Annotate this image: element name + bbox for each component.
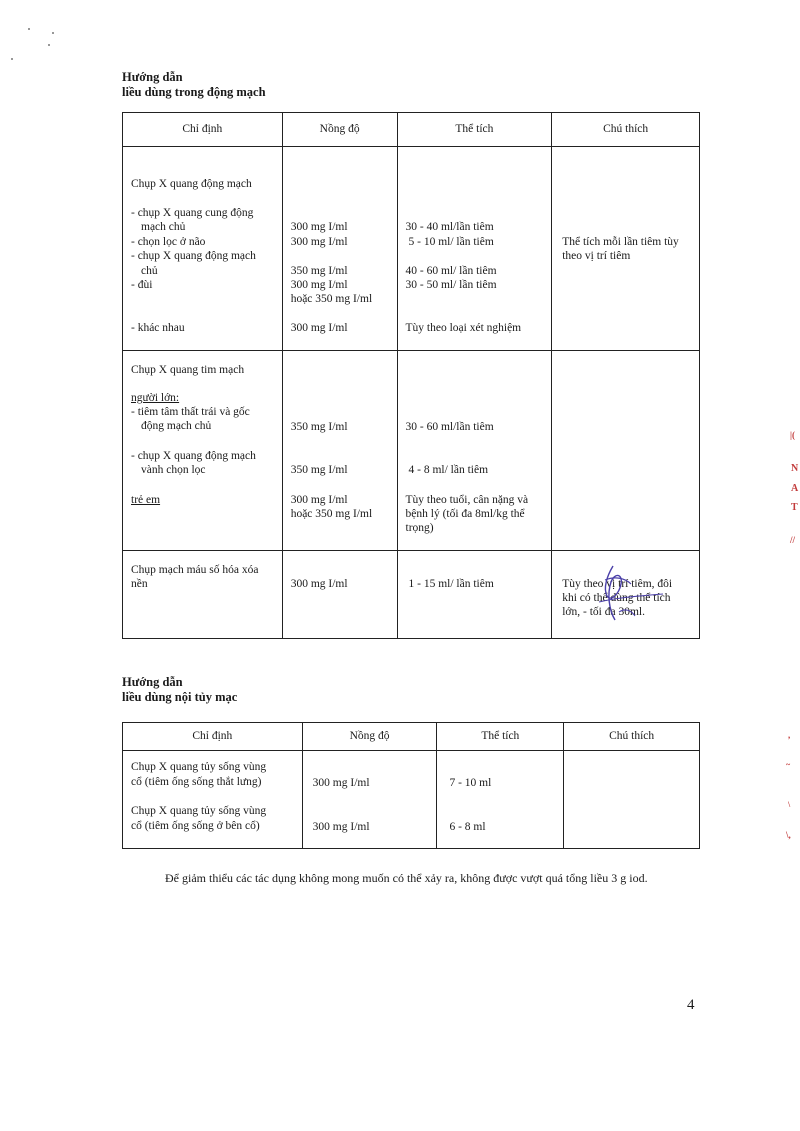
note-line: lớn, - tối đa 30ml.: [562, 606, 645, 618]
volume-line: trọng): [405, 522, 434, 534]
section-1-title-line1: Hướng dẫn: [122, 70, 183, 84]
indication-line: Chụp X quang tim mạch: [131, 364, 245, 376]
edge-stamp-fragment: ,: [788, 730, 791, 740]
concentration-line: 350 mg I/ml: [290, 464, 348, 476]
table-row: [123, 751, 700, 849]
indication-line: cổ (tiêm ống sống thắt lưng): [131, 776, 262, 788]
scan-speck: [28, 28, 30, 30]
volume-line: 40 - 60 ml/ lần tiêm: [405, 265, 497, 277]
volume-line: 5 - 10 ml/ lần tiêm: [408, 236, 494, 248]
edge-stamp-fragment: ~: [786, 760, 791, 769]
indication-cell: [123, 551, 283, 639]
indication-line: - tiêm tâm thất trái và gốc: [131, 406, 250, 418]
section-2-title-line1: Hướng dẫn: [122, 675, 183, 689]
edge-stamp-letter: N: [791, 463, 799, 474]
indication-line: mạch chủ: [141, 221, 186, 233]
volume-line: 7 - 10 ml: [449, 777, 492, 789]
table-row: [123, 147, 700, 351]
note-line: khi có thể dùng thể tích: [562, 592, 671, 604]
concentration-line: 300 mg I/ml: [290, 279, 348, 291]
section-2-title: [122, 675, 237, 705]
edge-stamp-fragment: \: [788, 800, 791, 809]
header-indication: Chỉ định: [123, 113, 283, 147]
scan-speck: [11, 58, 13, 60]
header-volume: Thể tích: [397, 113, 552, 147]
note-line: Tùy theo vị trí tiêm, đôi: [562, 578, 673, 590]
header-volume: Thể tích: [437, 723, 564, 751]
indication-line: nền: [131, 578, 148, 590]
concentration-line: 300 mg I/ml: [290, 494, 348, 506]
intrathecal-dosage-table: [122, 722, 700, 849]
note-line: theo vị trí tiêm: [562, 250, 631, 262]
indication-cell: [123, 751, 303, 849]
header-concentration: Nồng độ: [302, 723, 437, 751]
concentration-line: 300 mg I/ml: [290, 322, 348, 334]
concentration-line: 300 mg I/ml: [290, 221, 348, 233]
table-row: [123, 351, 700, 551]
indication-line: - chọn lọc ở não: [131, 236, 206, 248]
indication-line: - khác nhau: [131, 322, 185, 334]
table-header-row: [123, 723, 700, 751]
header-concentration: Nồng độ: [282, 113, 397, 147]
indication-cell: [123, 351, 283, 551]
section-1-title: [122, 70, 266, 100]
page-number: 4: [687, 997, 695, 1013]
edge-stamp-fragment: \,: [786, 830, 791, 840]
note-line: Thể tích mỗi lần tiêm tùy: [562, 236, 679, 248]
section-2-title-line2: liều dùng nội tủy mạc: [122, 690, 238, 704]
indication-line: cổ (tiêm ống sống ở bên cổ): [131, 820, 260, 832]
volume-cell: [397, 147, 552, 351]
concentration-line: 300 mg I/ml: [312, 821, 370, 833]
volume-line: 30 - 60 ml/lần tiêm: [405, 421, 494, 433]
indication-line: - chụp X quang cung động: [131, 207, 254, 219]
concentration-cell: [282, 147, 397, 351]
volume-line: 4 - 8 ml/ lần tiêm: [408, 464, 489, 476]
indication-line: - đùi: [131, 279, 153, 291]
edge-stamp-fragment: |(: [790, 430, 795, 440]
volume-cell: [437, 751, 564, 849]
indication-line: chủ: [141, 265, 158, 277]
volume-line: 30 - 50 ml/ lần tiêm: [405, 279, 497, 291]
concentration-line: hoặc 350 mg I/ml: [290, 293, 373, 305]
concentration-line: 300 mg I/ml: [312, 777, 370, 789]
concentration-cell: [282, 551, 397, 639]
indication-cell: [123, 147, 283, 351]
concentration-line: 300 mg I/ml: [290, 578, 348, 590]
scan-speck: [52, 32, 54, 34]
indication-line: động mạch chủ: [141, 420, 212, 432]
note-cell: [552, 147, 700, 351]
volume-line: 1 - 15 ml/ lần tiêm: [408, 578, 494, 590]
indication-line: Chụp mạch máu số hóa xóa: [131, 564, 259, 576]
volume-line: 6 - 8 ml: [449, 821, 486, 833]
edge-stamp-letter: A: [791, 483, 799, 494]
header-indication: Chỉ định: [123, 723, 303, 751]
section-1-title-line2: liều dùng trong động mạch: [122, 85, 266, 99]
handwritten-signature: [585, 558, 675, 628]
indication-line: trẻ em: [131, 494, 161, 506]
concentration-line: 350 mg I/ml: [290, 421, 348, 433]
indication-line: - chụp X quang động mạch: [131, 250, 256, 262]
header-note: Chú thích: [552, 113, 700, 147]
indication-line: Chụp X quang động mạch: [131, 178, 252, 190]
indication-line: Chụp X quang tủy sống vùng: [131, 761, 267, 773]
volume-line: 30 - 40 ml/lần tiêm: [405, 221, 494, 233]
volume-line: Tùy theo tuổi, cân nặng và: [405, 494, 529, 506]
volume-cell: [397, 551, 552, 639]
edge-stamp-fragment: //: [790, 535, 796, 545]
note-cell: [564, 751, 700, 849]
edge-stamp-letter: T: [791, 502, 798, 513]
table-header-row: [123, 113, 700, 147]
header-note: Chú thích: [564, 723, 700, 751]
note-cell: [552, 351, 700, 551]
concentration-line: hoặc 350 mg I/ml: [290, 508, 373, 520]
indication-line: Chụp X quang tủy sống vùng: [131, 805, 267, 817]
dosage-limit-note: Để giảm thiểu các tác dụng không mong muốn có thể xảy ra, không được vượt quá tổng liều 3 g iod.: [165, 871, 648, 885]
concentration-cell: [282, 351, 397, 551]
volume-line: bệnh lý (tối đa 8ml/kg thể: [405, 508, 525, 520]
volume-line: Tùy theo loại xét nghiệm: [405, 322, 522, 334]
indication-line: vành chọn lọc: [141, 464, 206, 476]
indication-line: người lớn:: [131, 392, 180, 404]
concentration-line: 350 mg I/ml: [290, 265, 348, 277]
concentration-cell: [302, 751, 437, 849]
indication-line: - chụp X quang động mạch: [131, 450, 256, 462]
volume-cell: [397, 351, 552, 551]
scan-speck: [48, 44, 50, 46]
concentration-line: 300 mg I/ml: [290, 236, 348, 248]
